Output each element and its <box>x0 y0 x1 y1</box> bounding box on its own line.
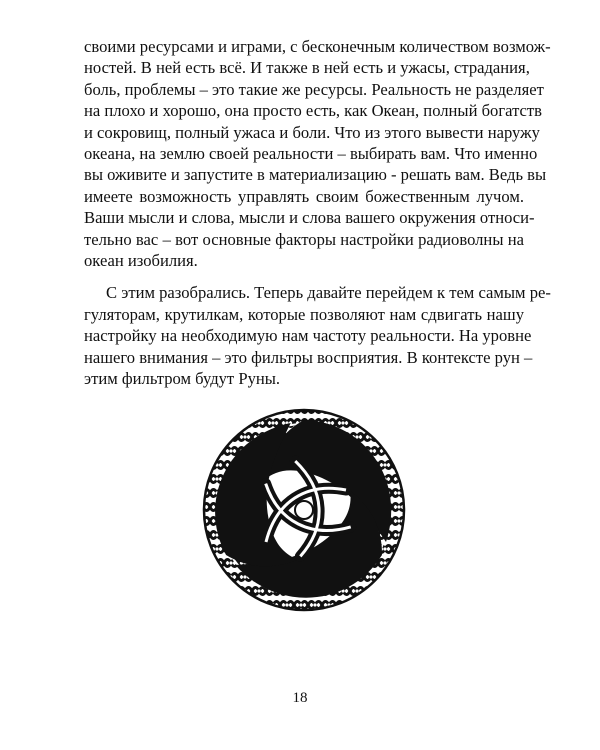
text-line: ностей. В ней есть всё. И также в ней есть и ужасы, страдания, <box>84 58 530 78</box>
text-line: этим фильтром будут Руны. <box>84 369 281 389</box>
paragraph-1 <box>84 36 551 271</box>
paragraph-2 <box>84 282 551 389</box>
text-line: тельно вас – вот основные факторы настройки радиоволны на <box>84 229 524 249</box>
celtic-triskele-ornament <box>196 402 412 618</box>
text-line: имеете возможность управлять своим божественным лучом. <box>84 186 524 206</box>
text-line: настройку на необходимую нам частоту реальности. На уровне <box>84 326 532 346</box>
text-line: нашего внимания – это фильтры восприятия. В контексте рун – <box>84 347 533 367</box>
text-line: вы оживите и запустите в материализацию - решать вам. Ведь вы <box>84 165 547 185</box>
text-line: Ваши мысли и слова, мысли и слова вашего окружения относи- <box>84 208 535 228</box>
text-line: на плохо и хорошо, она просто есть, как Океан, полный богатств <box>84 101 542 121</box>
body-text <box>84 36 551 390</box>
text-line: океана, на землю своей реальности – выбирать вам. Что именно <box>84 144 538 164</box>
text-line: океан изобилия. <box>84 251 198 271</box>
text-line: гуляторам, крутилкам, которые позволяют нам сдвигать нашу <box>84 304 524 324</box>
text-line: боль, проблемы – это такие же ресурсы. Реальность не разделяет <box>84 79 544 99</box>
text-line: С этим разобрались. Теперь давайте перейдем к тем самым ре- <box>106 283 551 303</box>
text-line: своими ресурсами и играми, с бесконечным количеством возмож- <box>84 37 551 56</box>
page-number: 18 <box>292 690 308 706</box>
text-line: и сокровищ, полный ужаса и боли. Что из этого вывести наружу <box>84 122 540 142</box>
